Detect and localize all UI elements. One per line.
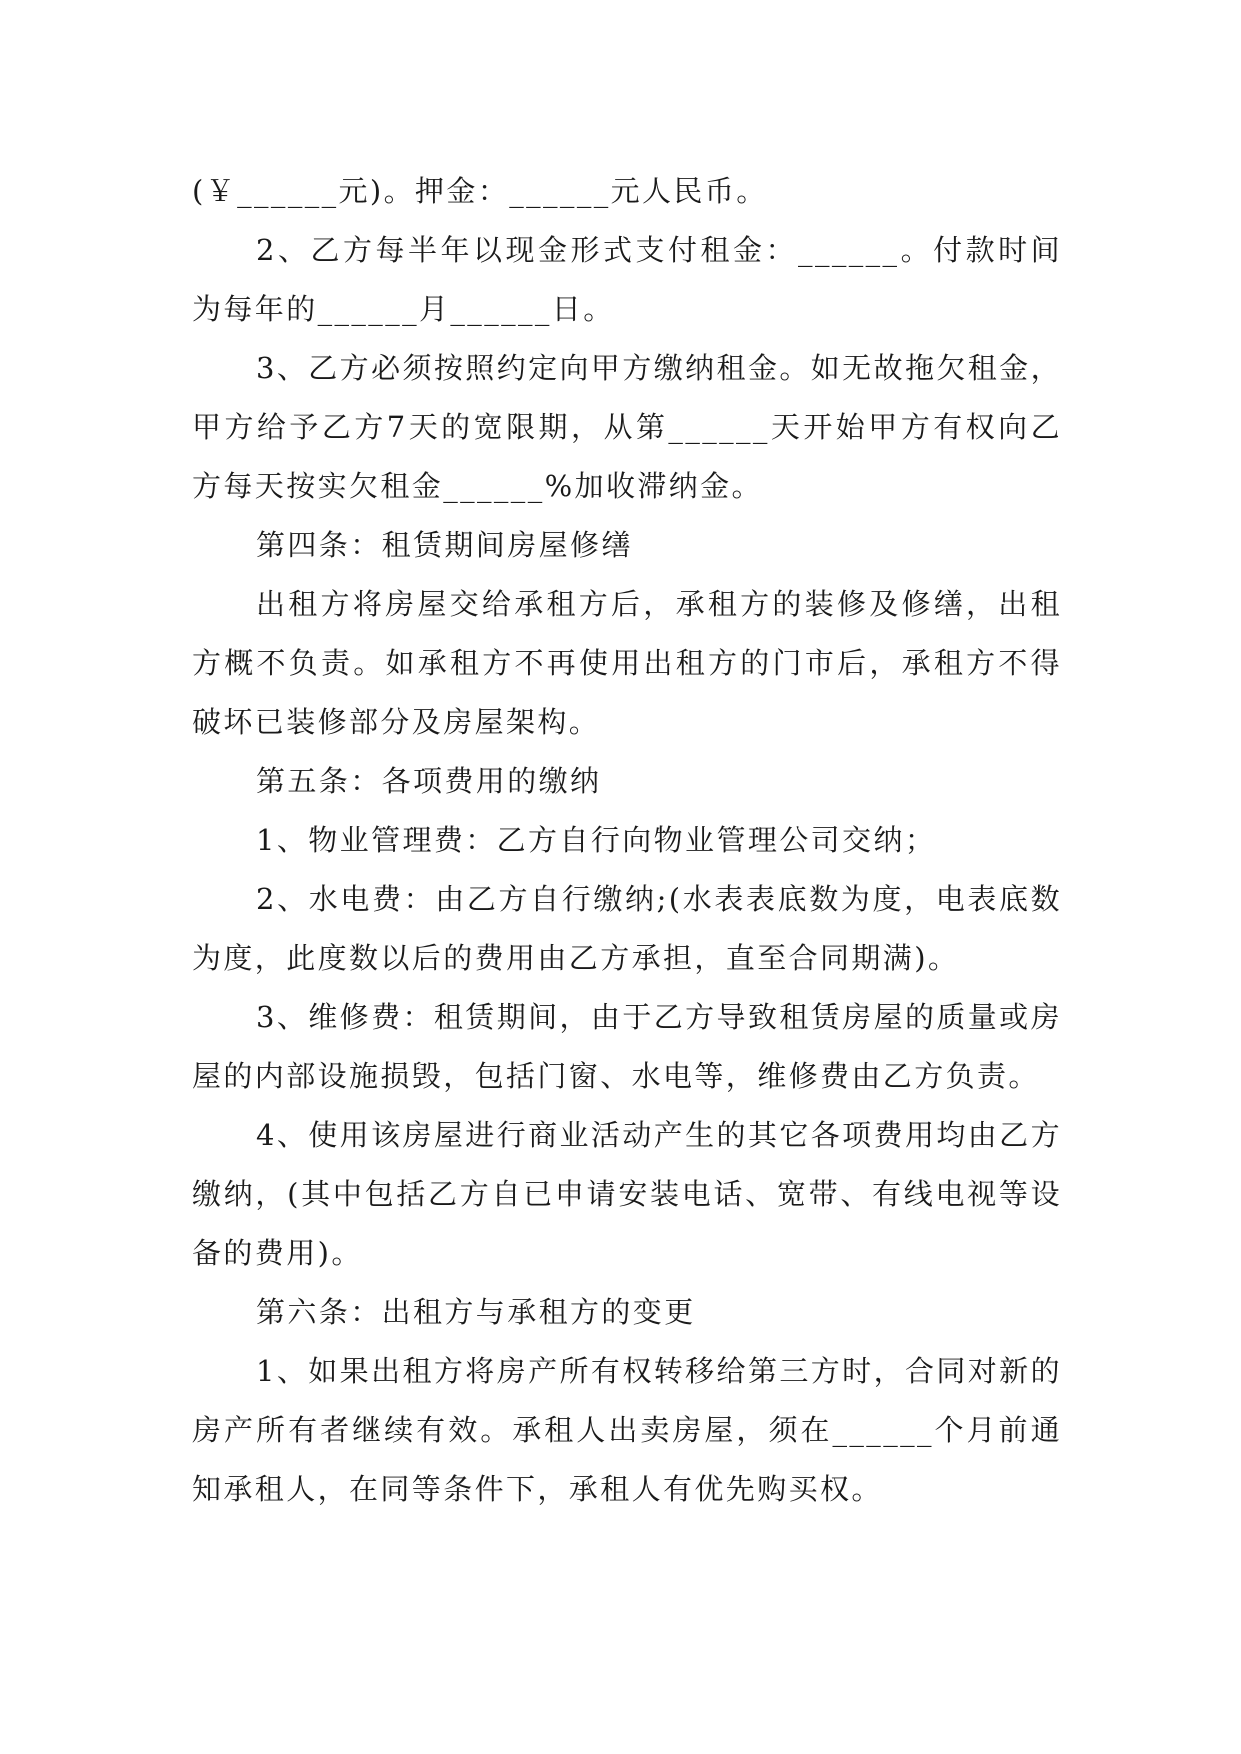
paragraph-repairs: 出租方将房屋交给承租方后，承租方的装修及修缮，出租方概不负责。如承租方不再使用出租方的门市后，承租方不得破坏已装修部分及房屋架构。 (192, 587, 1062, 739)
article-4-heading: 第四条：租赁期间房屋修缮 (256, 528, 633, 562)
paragraph-other-fees: 4、使用该房屋进行商业活动产生的其它各项费用均由乙方缴纳，(其中包括乙方自已申请安装电话、宽带、有线电视等设备的费用)。 (192, 1118, 1062, 1270)
article-6-heading: 第六条：出租方与承租方的变更 (256, 1295, 696, 1329)
paragraph-late-fee: 3、乙方必须按照约定向甲方缴纳租金。如无故拖欠租金，甲方给予乙方7天的宽限期，从第______天开始甲方有权向乙方每天按实欠租金______%加收滞纳金。 (192, 351, 1062, 503)
paragraph-utilities: 2、水电费：由乙方自行缴纳;(水表表底数为度，电表底数为度，此度数以后的费用由乙方承担，直至合同期满)。 (192, 882, 1062, 975)
document-page (192, 162, 1062, 1519)
paragraph-property-fee: 1、物业管理费：乙方自行向物业管理公司交纳； (256, 823, 937, 857)
article-5-heading: 第五条：各项费用的缴纳 (256, 764, 602, 798)
paragraph-deposit: (￥______元)。押金：______元人民币。 (192, 174, 768, 208)
paragraph-rent-payment: 2、乙方每半年以现金形式支付租金：______。付款时间为每年的______月______日。 (192, 233, 1062, 326)
paragraph-ownership-transfer: 1、如果出租方将房产所有权转移给第三方时，合同对新的房产所有者继续有效。承租人出卖房屋，须在______个月前通知承租人，在同等条件下，承租人有优先购买权。 (192, 1354, 1062, 1506)
paragraph-maintenance-fee: 3、维修费：租赁期间，由于乙方导致租赁房屋的质量或房屋的内部设施损毁，包括门窗、水电等，维修费由乙方负责。 (192, 1000, 1062, 1093)
